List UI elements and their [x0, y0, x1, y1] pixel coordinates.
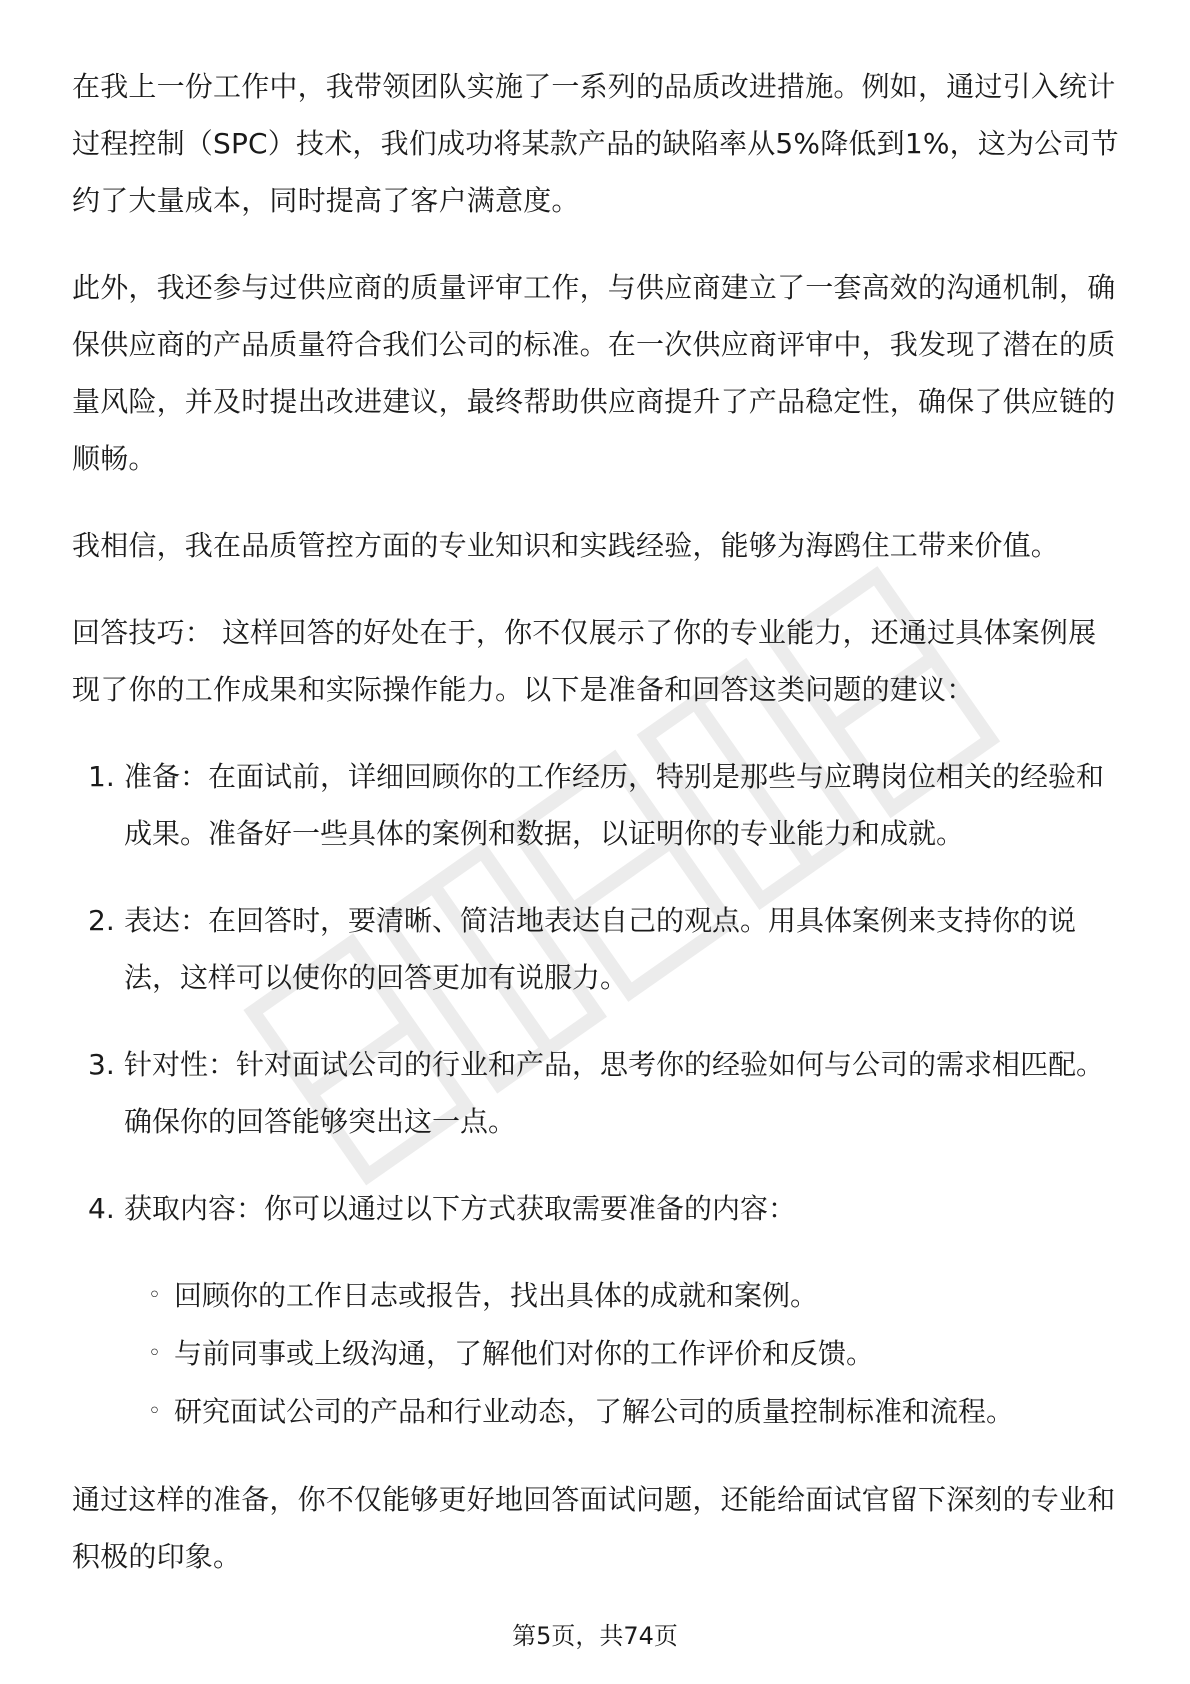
sub-list-item: [148, 1325, 1122, 1383]
page-number: 第5页，共74页: [512, 1622, 678, 1650]
sub-list-item: [148, 1267, 1122, 1325]
document-body: [72, 58, 1122, 1585]
list-item: [72, 1180, 1122, 1237]
list-item-text: 针对性：针对面试公司的行业和产品，思考你的经验如何与公司的需求相匹配。确保你的回答能够突出这一点。: [124, 1048, 1105, 1138]
list-number: 3.: [88, 1048, 115, 1081]
list-item-text: 获取内容：你可以通过以下方式获取需要准备的内容：: [124, 1192, 797, 1225]
bullet-icon: ◦: [148, 1283, 161, 1308]
bullet-icon: ◦: [148, 1399, 161, 1424]
sub-list-item-text: 研究面试公司的产品和行业动态，了解公司的质量控制标准和流程。: [174, 1395, 1015, 1428]
sub-list: [72, 1267, 1122, 1441]
list-item: [72, 892, 1122, 1006]
list-item-text: 表达：在回答时，要清晰、简洁地表达自己的观点。用具体案例来支持你的说法，这样可以使你的回答更加有说服力。: [124, 904, 1077, 994]
paragraph-supplier-review: 此外，我还参与过供应商的质量评审工作，与供应商建立了一套高效的沟通机制，确保供应商的产品质量符合我们公司的标准。在一次供应商评审中，我发现了潜在的质量风险，并及时提出改进建议，最终帮助供应商提升了产品稳定性，确保了供应链的顺畅。: [72, 271, 1116, 475]
sub-list-item-text: 与前同事或上级沟通，了解他们对你的工作评价和反馈。: [174, 1337, 875, 1370]
paragraph-value-statement: 我相信，我在品质管控方面的专业知识和实践经验，能够为海鸥住工带来价值。: [72, 529, 1060, 562]
paragraph-closing: 通过这样的准备，你不仅能够更好地回答面试问题，还能给面试官留下深刻的专业和积极的印象。: [72, 1483, 1116, 1573]
tips-list: [72, 748, 1122, 1237]
list-number: 1.: [88, 760, 115, 793]
list-item: [72, 1036, 1122, 1150]
paragraph-quality-improvement: 在我上一份工作中，我带领团队实施了一系列的品质改进措施。例如，通过引入统计过程控制（SPC）技术，我们成功将某款产品的缺陷率从5%降低到1%，这为公司节约了大量成本，同时提高了客户满意度。: [72, 70, 1119, 217]
list-number: 4.: [88, 1192, 115, 1225]
list-item-text: 准备：在面试前，详细回顾你的工作经历，特别是那些与应聘岗位相关的经验和成果。准备好一些具体的案例和数据，以证明你的专业能力和成就。: [124, 760, 1105, 850]
bullet-icon: ◦: [148, 1341, 161, 1366]
list-item: [72, 748, 1122, 862]
paragraph-answer-tips: 回答技巧： 这样回答的好处在于，你不仅展示了你的专业能力，还通过具体案例展现了你的工作成果和实际操作能力。以下是准备和回答这类问题的建议：: [72, 616, 1097, 706]
sub-list-item-text: 回顾你的工作日志或报告，找出具体的成就和案例。: [174, 1279, 819, 1312]
list-number: 2.: [88, 904, 115, 937]
sub-list-item: [148, 1383, 1122, 1441]
